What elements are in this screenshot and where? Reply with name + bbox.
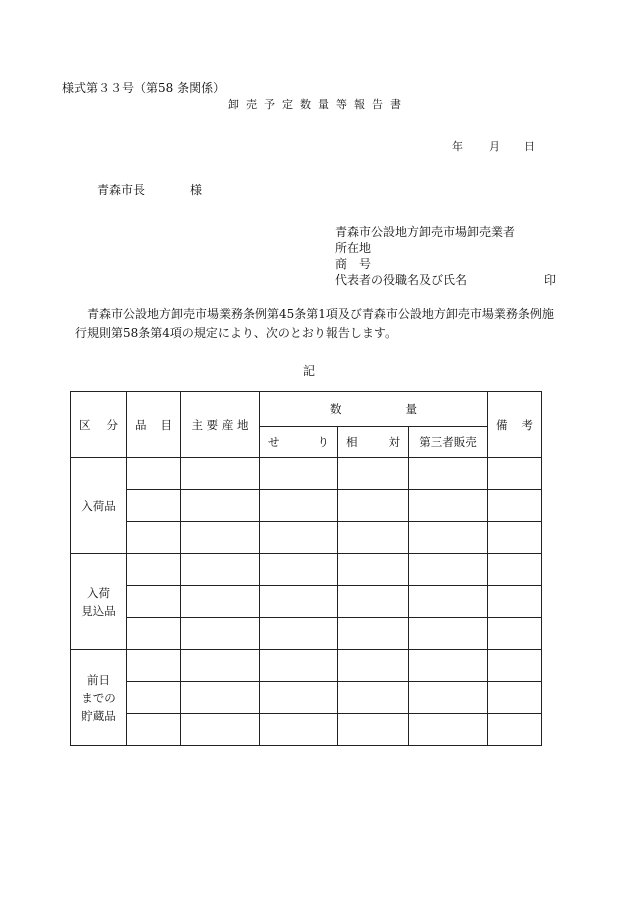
header-item: 品 目 (127, 392, 181, 458)
table-cell[interactable] (127, 554, 181, 586)
table-cell[interactable] (488, 714, 542, 746)
report-table (70, 391, 542, 746)
sender-representative-label: 代表者の役職名及び氏名 (335, 273, 468, 287)
table-cell[interactable] (127, 618, 181, 650)
table-cell[interactable] (338, 714, 409, 746)
table-cell[interactable] (488, 586, 542, 618)
table-cell[interactable] (260, 458, 338, 490)
table-cell[interactable] (127, 458, 181, 490)
sender-organization: 青森市公設地方卸売市場卸売業者 (335, 225, 516, 239)
header-negotiated: 相 対 (338, 427, 409, 458)
table-cell[interactable] (488, 522, 542, 554)
table-cell[interactable] (488, 682, 542, 714)
table-cell[interactable] (488, 618, 542, 650)
table-cell[interactable] (409, 586, 488, 618)
header-remarks: 備 考 (488, 392, 542, 458)
sender-address-label: 所在地 (335, 241, 372, 255)
table-cell[interactable] (409, 458, 488, 490)
table-cell[interactable] (260, 586, 338, 618)
table-cell[interactable] (488, 554, 542, 586)
table-cell[interactable] (181, 682, 260, 714)
group-label-expected: 入荷 見込品 (71, 554, 127, 650)
table-cell[interactable] (338, 458, 409, 490)
table-cell[interactable] (181, 618, 260, 650)
table-cell[interactable] (338, 490, 409, 522)
table-cell[interactable] (181, 650, 260, 682)
header-auction: せ り (260, 427, 338, 458)
table-cell[interactable] (338, 586, 409, 618)
seal-mark: 印 (544, 273, 557, 287)
table-cell[interactable] (127, 490, 181, 522)
table-cell[interactable] (260, 554, 338, 586)
addressee-name: 青森市長 (97, 183, 146, 197)
header-category: 区 分 (71, 392, 127, 458)
table-cell[interactable] (338, 522, 409, 554)
header-quantity: 数 量 (260, 392, 488, 427)
group-label-stored: 前日 までの 貯蔵品 (71, 650, 127, 746)
table-cell[interactable] (488, 490, 542, 522)
table-cell[interactable] (181, 490, 260, 522)
table-cell[interactable] (409, 682, 488, 714)
table-cell[interactable] (181, 522, 260, 554)
table-cell[interactable] (260, 618, 338, 650)
table-cell[interactable] (409, 554, 488, 586)
document-title: 卸売予定数量等報告書 (228, 98, 408, 111)
header-main-origin: 主 要 産 地 (181, 392, 260, 458)
table-cell[interactable] (127, 682, 181, 714)
sender-trade-name-label: 商 号 (335, 257, 372, 271)
group-label-arrived: 入荷品 (71, 458, 127, 554)
table-cell[interactable] (181, 586, 260, 618)
date-day-label: 日 (524, 140, 535, 153)
table-cell[interactable] (127, 522, 181, 554)
table-cell[interactable] (409, 714, 488, 746)
table-cell[interactable] (260, 490, 338, 522)
table-cell[interactable] (338, 554, 409, 586)
table-cell[interactable] (260, 650, 338, 682)
table-cell[interactable] (338, 618, 409, 650)
ki-marker: 記 (303, 364, 316, 378)
addressee-honorific: 様 (190, 183, 203, 197)
table-cell[interactable] (260, 714, 338, 746)
table-cell[interactable] (181, 714, 260, 746)
date-year-label: 年 (452, 140, 463, 153)
table-cell[interactable] (260, 522, 338, 554)
header-third-party-sales: 第三者販売 (409, 427, 488, 458)
table-cell[interactable] (127, 650, 181, 682)
report-body-text: 青森市公設地方卸売市場業務条例第45条第1項及び青森市公設地方卸売市場業務条例施行規則第58条第4項の規定により、次のとおり報告します。 (75, 307, 554, 340)
table-cell[interactable] (338, 650, 409, 682)
table-cell[interactable] (260, 682, 338, 714)
table-cell[interactable] (127, 714, 181, 746)
date-month-label: 月 (489, 140, 500, 153)
form-number: 様式第３３号（第58 条関係） (62, 81, 226, 95)
table-cell[interactable] (409, 618, 488, 650)
table-cell[interactable] (409, 522, 488, 554)
table-cell[interactable] (181, 458, 260, 490)
table-cell[interactable] (409, 490, 488, 522)
table-cell[interactable] (488, 650, 542, 682)
table-cell[interactable] (488, 458, 542, 490)
table-cell[interactable] (338, 682, 409, 714)
table-cell[interactable] (127, 586, 181, 618)
table-cell[interactable] (409, 650, 488, 682)
table-cell[interactable] (181, 554, 260, 586)
